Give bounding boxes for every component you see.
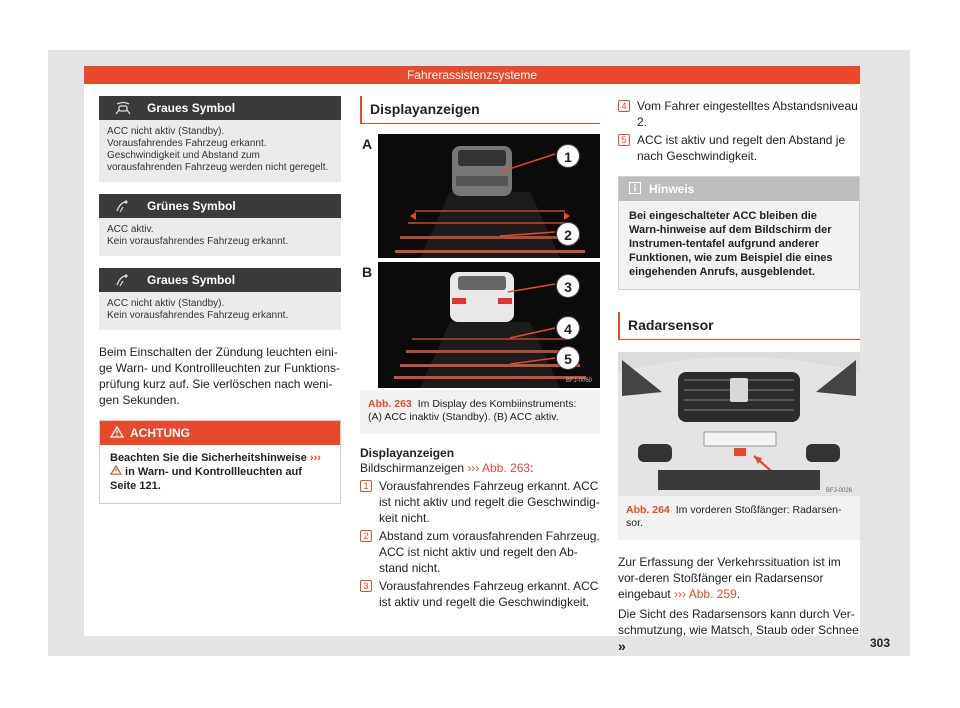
list-item [360,578,600,610]
intro-colon: : [530,461,534,475]
symbol-line: ACC aktiv. [107,224,154,235]
continue-mark: » [618,638,626,654]
warning-icon [110,426,124,441]
symbol-line: Vorausfahrendes Fahrzeug erkannt. Geschwindigkeit und Abstand zum vorausfahrenden Fahrzeug werden nicht geregelt. [107,138,329,173]
figure-code: BFJ-0026 [826,488,853,494]
item-text: Vorausfahrendes Fahrzeug erkannt. ACC ist aktiv und regelt die Geschwindigkeit. [379,579,599,609]
note-text: Bei eingeschalteter ACC bleiben die Warn-hinweise auf dem Bildschirm der Instrumen-tentafel aufgrund anderer Funktionen, wie zum Beispiel die eines eingehenden Anrufs, ausgeblendet. [619,201,859,289]
symbol-title: Graues Symbol [147,101,236,115]
item-number: 5 [618,134,630,146]
figure-264 [618,352,860,540]
radar-paragraph-2 [618,606,860,655]
item-number: 3 [360,580,372,592]
panel-label-a: A [362,136,373,152]
symbol-title: Grünes Symbol [147,199,236,213]
figure-caption: Im Display des Kombiinstruments: (A) ACC inaktiv (Standby). (B) ACC aktiv. [368,398,577,423]
list-item [618,98,860,130]
warning-text: Beachten Sie die Sicherheitshinweise [110,452,310,464]
chapter-header: Fahrerassistenzsysteme [84,66,860,84]
section-title-radar: Radarsensor [618,312,860,340]
acc-grey-car-icon [99,100,147,116]
section-title-display: Displayanzeigen [360,96,600,124]
figure-marker-5: 5 [556,346,580,370]
radar-text-2: Die Sicht des Radarsensors kann durch Ver-schmutzung, wie Matsch, Staub oder Schnee [618,607,859,637]
figure-marker-3: 3 [556,274,580,298]
warning-text-end: in Warn- und Kontrollleuchten auf Seite 121. [110,466,302,492]
figure-link-263[interactable]: ››› Abb. 263 [467,461,531,475]
warning-link[interactable]: ››› [309,452,321,464]
warning-box [99,420,341,504]
display-item-list [360,478,600,610]
figure-marker-2: 2 [556,222,580,246]
acc-green-icon [99,198,147,214]
figure-code: BFJ-0060 [566,378,593,384]
ignition-paragraph: Beim Einschalten der Zündung leuchten eini-ge Warn- und Kontrollleuchten zur Funktions-prüfung kurz auf. Sie verlöschen nach weni-gen Sekunden. [99,345,341,407]
panel-label-b: B [362,264,373,280]
column-left [99,96,341,504]
item-text: Vorausfahrendes Fahrzeug erkannt. ACC ist nicht aktiv und regelt die Geschwindig-keit nicht. [379,479,600,525]
item-text: Vom Fahrer eingestelltes Abstandsniveau 2. [637,99,858,129]
figure-marker-1: 1 [556,144,580,168]
figure-link-259[interactable]: ››› Abb. 259 [674,587,737,601]
item-number: 2 [360,530,372,542]
symbol-line: ACC nicht aktiv (Standby). [107,298,225,309]
symbol-line: ACC nicht aktiv (Standby). [107,126,225,137]
warning-inline-icon [110,466,122,478]
symbol-box-1 [99,96,341,182]
radar-paragraph-1 [618,554,860,602]
list-item [618,132,860,164]
figure-label: Abb. 264 [626,504,670,516]
subsection-title: Displayanzeigen [360,446,455,460]
radar-text-end: . [736,587,741,601]
figure-marker-4: 4 [556,316,580,340]
symbol-title: Graues Symbol [147,273,236,287]
item-text: ACC ist aktiv und regelt den Abstand je nach Geschwindigkeit. [637,133,846,163]
list-item [360,528,600,576]
note-box [618,176,860,290]
info-icon [629,182,641,197]
symbol-line: Kein vorausfahrendes Fahrzeug erkannt. [107,236,289,247]
symbol-line: Kein vorausfahrendes Fahrzeug erkannt. [107,310,289,321]
radar-text: Zur Erfassung der Verkehrssituation ist im vor-deren Stoßfänger ein Radarsensor eingebaut [618,555,841,601]
page-number: 303 [870,636,891,650]
display-figure-image [360,132,600,390]
symbol-box-3 [99,268,341,330]
column-right [618,96,860,655]
figure-263 [360,132,600,434]
item-number: 4 [618,100,630,112]
radar-figure-image [618,352,860,496]
symbol-box-2 [99,194,341,256]
item-number: 1 [360,480,372,492]
figure-caption: Im vorderen Stoßfänger: Radarsen-sor. [626,504,842,529]
figure-label: Abb. 263 [368,398,412,410]
warning-title: ACHTUNG [130,426,190,440]
acc-grey-icon [99,272,147,288]
item-text: Abstand zum vorausfahrenden Fahrzeug. ACC ist nicht aktiv und regelt den Ab-stand nicht. [379,529,600,575]
note-title: Hinweis [649,182,695,196]
list-item [360,478,600,526]
intro-text: Bildschirmanzeigen [360,461,468,475]
column-middle [360,96,600,610]
